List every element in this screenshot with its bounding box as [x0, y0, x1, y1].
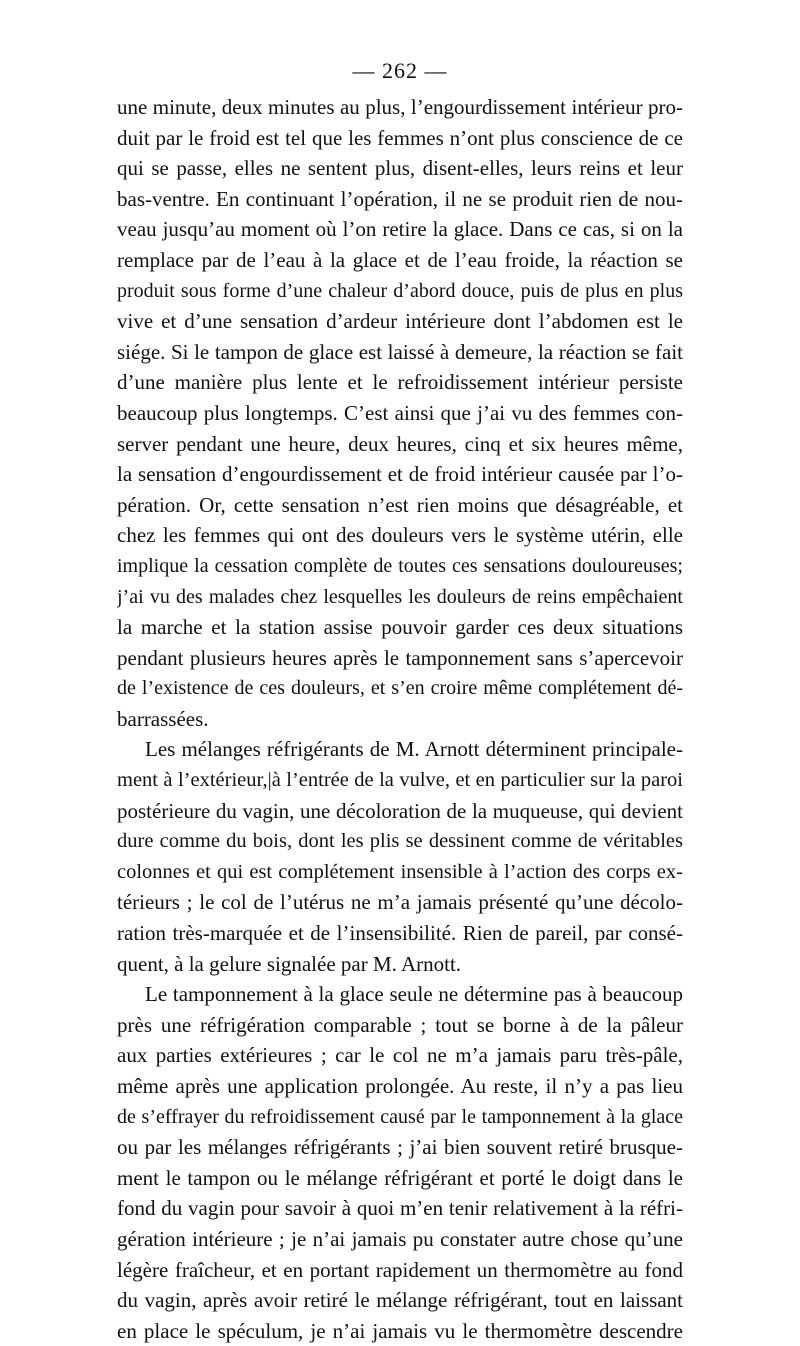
text-line: ration très-marquée et de l’insensibilité. Rien de pareil, par consé-: [117, 921, 683, 946]
text-line: pération. Or, cette sensation n’est rien moins que désagréable, et: [117, 492, 683, 517]
text-line: d’une manière plus lente et le refroidissement intérieur persiste: [117, 370, 683, 395]
text-line: remplace par de l’eau à la glace et de l’eau froide, la réaction se: [117, 247, 683, 272]
text-line: Les mélanges réfrigérants de M. Arnott déterminent principale-: [145, 737, 683, 762]
text-line: pendant plusieurs heures après le tamponnement sans s’apercevoir: [117, 645, 683, 670]
text-line: vive et d’une sensation d’ardeur intérieure dont l’abdomen est le: [117, 309, 683, 334]
text-line: bas-ventre. En continuant l’opération, il ne se produit rien de nou-: [117, 186, 683, 211]
text-line: la sensation d’engourdissement et de froid intérieur causée par l’o-: [117, 462, 683, 487]
text-line: du vagin, après avoir retiré le mélange réfrigérant, tout en laissant: [117, 1288, 683, 1313]
text-line: même après une application prolongée. Au reste, il n’y a pas lieu: [117, 1074, 683, 1098]
text-line: la marche et la station assise pouvoir garder ces deux situations: [117, 615, 683, 640]
text-line: de l’existence de ces douleurs, et s’en croire même complétement dé-: [117, 677, 683, 700]
text-line: colonnes et qui est complétement insensible à l’action des corps ex-: [117, 860, 683, 883]
text-line: ou par les mélanges réfrigérants ; j’ai bien souvent retiré brusque-: [117, 1135, 683, 1160]
text-line: implique la cessation complète de toutes ces sensations douloureuses;: [117, 554, 683, 577]
text-line: duit par le froid est tel que les femmes n’ont plus conscience de ce: [117, 125, 683, 150]
text-line: ment le tampon ou le mélange réfrigérant et porté le doigt dans le: [117, 1165, 683, 1190]
text-line: j’ai vu des malades chez lesquelles les douleurs de reins empêchaient: [117, 585, 683, 608]
body-text: [117, 92, 683, 1346]
text-line: légère fraîcheur, et en portant rapidement un thermomètre au fond: [117, 1257, 683, 1282]
text-line: veau jusqu’au moment où l’on retire la glace. Dans ce cas, si on la: [117, 217, 683, 242]
text-line: près une réfrigération comparable ; tout se borne à de la pâleur: [117, 1012, 683, 1037]
text-line: beaucoup plus longtemps. C’est ainsi que j’ai vu des femmes con-: [117, 400, 683, 425]
text-line: une minute, deux minutes au plus, l’engourdissement intérieur pro-: [117, 95, 683, 119]
text-line: aux parties extérieures ; car le col ne m’a jamais paru très-pâle,: [117, 1043, 683, 1068]
text-line: fond du vagin pour savoir à quoi m’en tenir relativement à la réfri-: [117, 1196, 683, 1221]
text-line: barrassées.: [117, 706, 209, 731]
text-line: gération intérieure ; je n’ai jamais pu constater autre chose qu’une: [117, 1226, 683, 1251]
text-line: chez les femmes qui ont des douleurs vers le système utérin, elle: [117, 523, 683, 548]
text-line: qui se passe, elles ne sentent plus, disent-elles, leurs reins et leur: [117, 156, 683, 181]
text-line: quent, à la gelure signalée par M. Arnott.: [117, 951, 462, 976]
text-line: ment à l’extérieur,|à l’entrée de la vulve, et en particulier sur la paroi: [117, 769, 683, 792]
text-line: server pendant une heure, deux heures, cinq et six heures même,: [117, 431, 683, 456]
text-line: térieurs ; le col de l’utérus ne m’a jamais présenté qu’une décolo-: [117, 890, 683, 915]
text-line: postérieure du vagin, une décoloration de la muqueuse, qui devient: [117, 798, 683, 823]
text-line: siége. Si le tampon de glace est laissé à demeure, la réaction se fait: [117, 339, 683, 364]
text-line: produit sous forme d’une chaleur d’abord douce, puis de plus en plus: [117, 279, 683, 302]
text-line: Le tamponnement à la glace seule ne détermine pas à beaucoup: [145, 982, 683, 1007]
text-line: dure comme du bois, dont les plis se dessinent comme de véritables: [117, 830, 683, 853]
text-line: en place le spéculum, je n’ai jamais vu le thermomètre descendre: [117, 1318, 683, 1343]
text-line: de s’effrayer du refroidissement causé par le tamponnement à la glace: [117, 1105, 683, 1128]
page-number: — 262 —: [352, 58, 448, 83]
